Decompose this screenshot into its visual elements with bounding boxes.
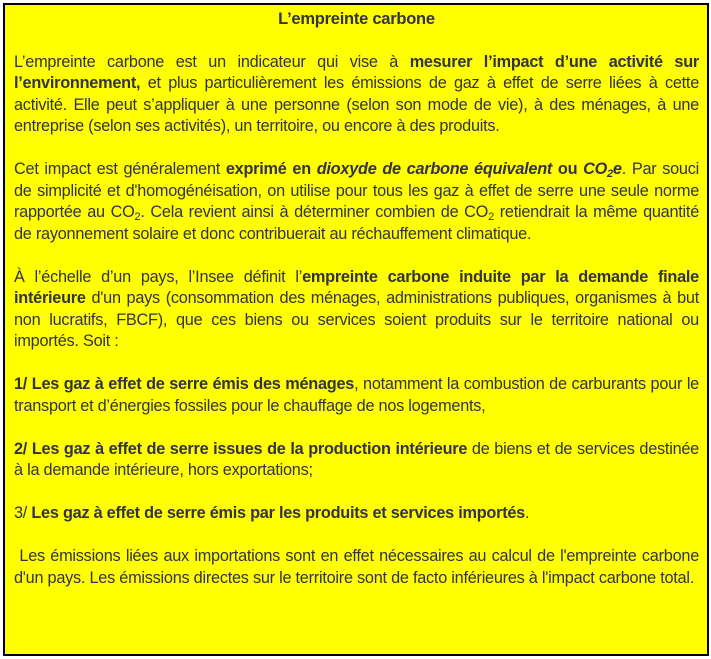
- bold-text: 2/ Les gaz à effet de serre issues de la production intérieure: [14, 439, 468, 458]
- co2e-label: CO: [583, 160, 608, 178]
- paragraph-co2-equivalent: [14, 159, 699, 245]
- bold-text: ou: [552, 160, 584, 178]
- text-run: Cet impact est généralement: [14, 160, 226, 178]
- list-item-1: [14, 374, 699, 417]
- subscript: 2: [488, 211, 494, 223]
- list-item-2: [14, 439, 699, 482]
- text-run: À l’échelle d’un pays, l’Insee définit l’: [14, 267, 303, 286]
- paragraph-definition: [14, 52, 699, 138]
- paragraph-conclusion: [14, 546, 704, 589]
- bold-text: 1/ Les gaz à effet de serre émis des ménages: [14, 375, 355, 393]
- subscript: 2: [134, 211, 141, 223]
- text-run: .: [524, 504, 530, 522]
- info-box: [3, 3, 709, 656]
- text-run: Les émissions liées aux importations sont en effet nécessaires au calcul de l'empreinte carbone d'un pays. Les émissions directes sur le territoire sont de facto inférieures à l'impact carbone total.: [14, 547, 704, 587]
- paragraph-insee-definition: [14, 267, 699, 353]
- subscript: 2: [607, 168, 613, 180]
- text-run: de biens et de services destinée à la demande intérieure, hors exportations;: [14, 439, 699, 479]
- bold-text: exprimé en: [225, 160, 317, 178]
- text-run: . Par souci de simplicité et d'homogénéisation, on utilise pour tous les gaz à effet de serre une seule norme rapportée au CO: [14, 160, 699, 221]
- text-run: et plus particulièrement les émissions de gaz à effet de serre liées à cette activité. Elle peut s’appliquer à une personne (selon son mode de vie), à des ménages, à une entreprise (selon ses activités), un territoire, ou encore à des produits.: [14, 74, 699, 135]
- bold-text: Les gaz à effet de serre émis par les produits et services importés: [31, 504, 525, 522]
- bold-italic-text: dioxyde de carbone équivalent: [316, 160, 553, 178]
- text-run: 3/: [14, 504, 32, 522]
- info-box-content: [5, 5, 707, 589]
- co2e-suffix: e: [612, 160, 622, 178]
- text-run: L’empreinte carbone est un indicateur qui vise à: [14, 52, 410, 71]
- document-title: L’empreinte carbone: [278, 10, 435, 28]
- text-run: retiendrait la même quantité de rayonnement solaire et donc contribuerait au réchauffement climatique.: [14, 203, 700, 243]
- text-run: . Cela revient ainsi à déterminer combien de CO: [140, 203, 489, 221]
- bold-text: mesurer l’impact d’une activité sur l’environnement,: [14, 52, 699, 92]
- bold-text: empreinte carbone induite par la demande finale intérieure: [14, 267, 699, 307]
- text-run: d'un pays (consommation des ménages, administrations publiques, organismes à but non lucratifs, FBCF), que ces biens ou services soient produits sur le territoire national ou importés. Soit :: [14, 289, 699, 350]
- list-item-3: [14, 503, 699, 525]
- text-run: , notamment la combustion de carburants pour le transport et d’énergies fossiles pour le chauffage de nos logements,: [14, 375, 699, 415]
